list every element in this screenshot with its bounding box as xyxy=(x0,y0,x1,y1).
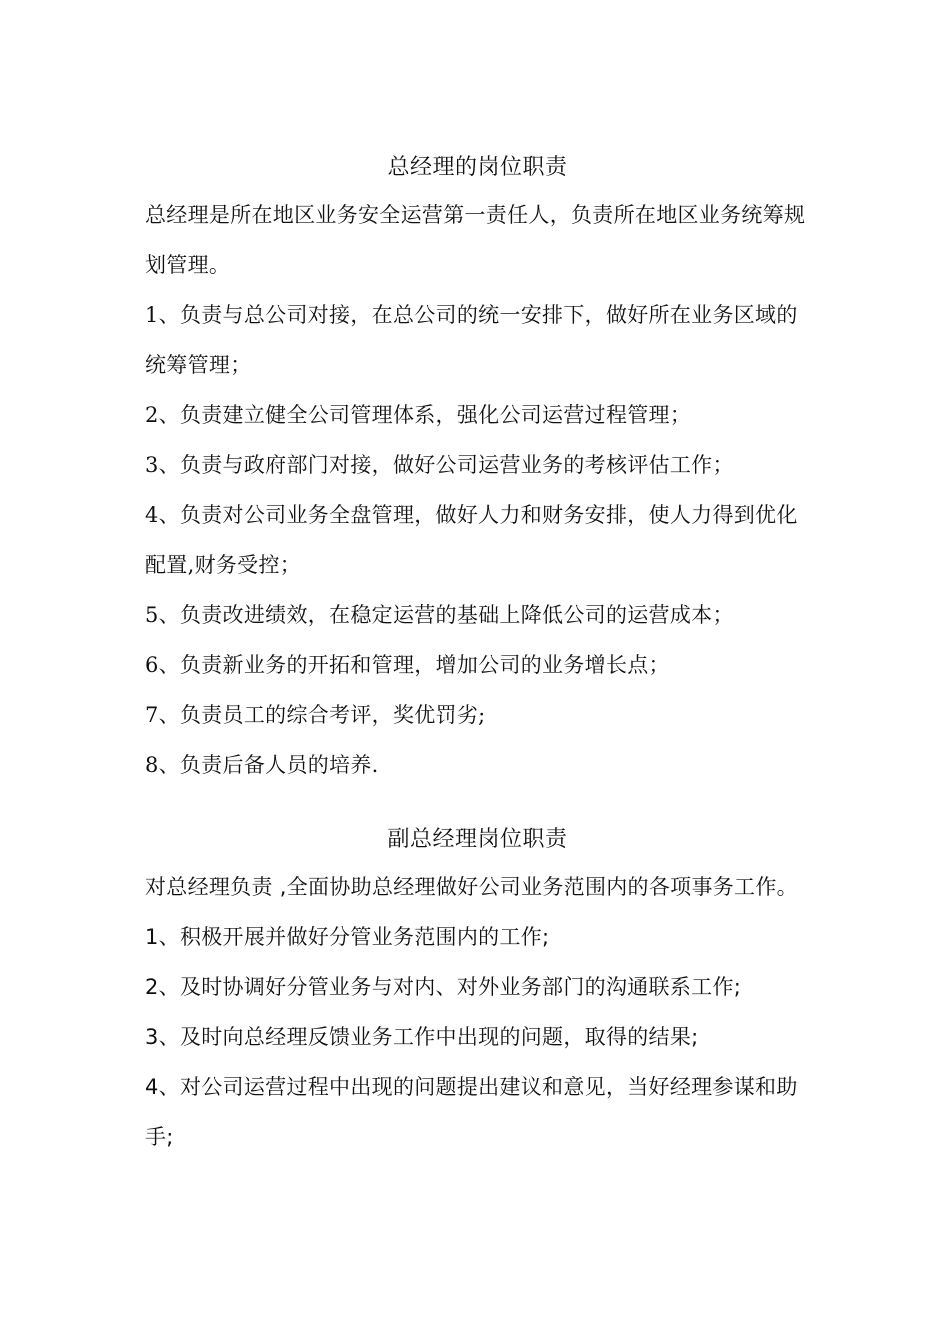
section-deputy-general-manager xyxy=(145,822,810,1162)
duty-item: 1、负责与总公司对接，在总公司的统一安排下，做好所在业务区域的统筹管理； xyxy=(145,303,798,377)
duty-item: 1、积极开展并做好分管业务范围内的工作; xyxy=(145,925,550,949)
section-title: 副总经理岗位职责 xyxy=(387,827,568,852)
duty-item: 2、负责建立健全公司管理体系，强化公司运营过程管理； xyxy=(145,403,692,427)
section-title: 总经理的岗位职责 xyxy=(387,155,568,180)
duty-item: 3、负责与政府部门对接，做好公司运营业务的考核评估工作； xyxy=(145,453,734,477)
document-content xyxy=(145,150,810,1162)
duty-item: 5、负责改进绩效，在稳定运营的基础上降低公司的运营成本； xyxy=(145,603,734,627)
section-spacer xyxy=(145,790,810,822)
duty-item: 4、对公司运营过程中出现的问题提出建议和意见，当好经理参谋和助手; xyxy=(145,1075,798,1149)
intro-paragraph: 总经理是所在地区业务安全运营第一责任人，负责所在地区业务统筹规划管理。 xyxy=(145,203,806,277)
duty-item: 2、及时协调好分管业务与对内、对外业务部门的沟通联系工作; xyxy=(145,975,742,999)
duty-item: 4、负责对公司业务全盘管理，做好人力和财务安排，使人力得到优化配置,财务受控； xyxy=(145,503,798,577)
duty-item: 6、负责新业务的开拓和管理，增加公司的业务增长点； xyxy=(145,653,670,677)
duty-item: 8、负责后备人员的培养. xyxy=(145,753,379,777)
intro-paragraph: 对总经理负责 ,全面协助总经理做好公司业务范围内的各项事务工作。 xyxy=(145,875,798,899)
duty-item: 3、及时向总经理反馈业务工作中出现的问题，取得的结果; xyxy=(145,1025,699,1049)
duty-item: 7、负责员工的综合考评，奖优罚劣; xyxy=(145,703,486,727)
section-general-manager xyxy=(145,150,810,790)
